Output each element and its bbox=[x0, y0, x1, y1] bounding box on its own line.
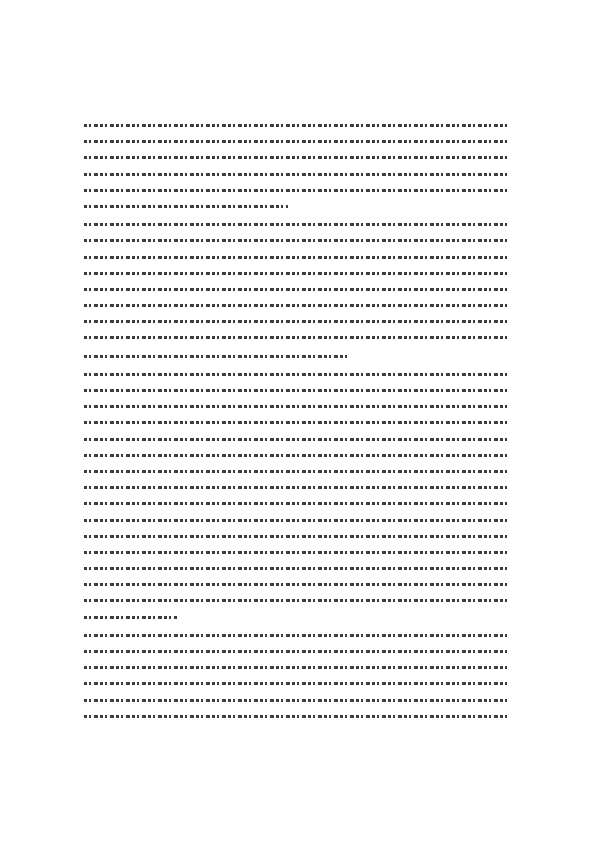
illegible-text bbox=[84, 288, 508, 291]
text-line bbox=[84, 348, 347, 364]
illegible-text bbox=[84, 682, 508, 685]
text-line bbox=[84, 149, 508, 165]
paragraph bbox=[84, 627, 508, 724]
illegible-text bbox=[84, 699, 508, 702]
text-line bbox=[84, 366, 508, 382]
illegible-text bbox=[84, 599, 508, 602]
text-line bbox=[84, 495, 508, 511]
illegible-text bbox=[84, 421, 508, 424]
text-line bbox=[84, 313, 508, 329]
text-line bbox=[84, 463, 508, 479]
illegible-text bbox=[84, 355, 347, 358]
paragraph bbox=[84, 117, 508, 214]
illegible-text bbox=[84, 223, 508, 226]
illegible-text bbox=[84, 173, 508, 176]
illegible-text bbox=[84, 140, 508, 143]
text-line bbox=[84, 382, 508, 398]
illegible-text bbox=[84, 205, 288, 208]
text-line bbox=[84, 216, 508, 232]
paragraph-gap bbox=[84, 724, 508, 726]
text-line bbox=[84, 627, 508, 643]
illegible-text bbox=[84, 124, 508, 127]
illegible-text bbox=[84, 272, 508, 275]
text-line bbox=[84, 643, 508, 659]
text-line bbox=[84, 198, 288, 214]
text-line bbox=[84, 659, 508, 675]
illegible-text bbox=[84, 405, 508, 408]
illegible-text bbox=[84, 304, 508, 307]
text-line bbox=[84, 675, 508, 691]
text-line bbox=[84, 398, 508, 414]
text-line bbox=[84, 265, 508, 281]
text-line bbox=[84, 297, 508, 313]
illegible-text bbox=[84, 634, 508, 637]
text-line bbox=[84, 576, 508, 592]
text-line bbox=[84, 182, 508, 198]
illegible-text bbox=[84, 666, 508, 669]
text-line bbox=[84, 414, 508, 430]
illegible-text bbox=[84, 189, 508, 192]
text-line bbox=[84, 692, 508, 708]
illegible-text bbox=[84, 389, 508, 392]
text-line bbox=[84, 133, 508, 149]
text-line bbox=[84, 560, 508, 576]
illegible-text bbox=[84, 156, 508, 159]
illegible-text bbox=[84, 715, 508, 718]
text-line bbox=[84, 609, 177, 625]
illegible-text bbox=[84, 470, 508, 473]
text-line bbox=[84, 479, 508, 495]
illegible-text bbox=[84, 519, 508, 522]
illegible-text bbox=[84, 551, 508, 554]
illegible-text bbox=[84, 583, 508, 586]
text-line bbox=[84, 249, 508, 265]
text-line bbox=[84, 447, 508, 463]
illegible-text bbox=[84, 486, 508, 489]
paragraph bbox=[84, 348, 508, 364]
illegible-text bbox=[84, 320, 508, 323]
text-line bbox=[84, 166, 508, 182]
illegible-text bbox=[84, 239, 508, 242]
paragraph bbox=[84, 366, 508, 625]
document-body bbox=[84, 117, 508, 726]
text-line bbox=[84, 232, 508, 248]
illegible-text bbox=[84, 373, 508, 376]
text-line bbox=[84, 431, 508, 447]
illegible-text bbox=[84, 650, 508, 653]
text-line bbox=[84, 512, 508, 528]
illegible-text bbox=[84, 336, 508, 339]
text-line bbox=[84, 281, 508, 297]
text-line bbox=[84, 329, 508, 345]
text-line bbox=[84, 544, 508, 560]
illegible-text bbox=[84, 616, 177, 619]
text-line bbox=[84, 117, 508, 133]
illegible-text bbox=[84, 438, 508, 441]
text-line bbox=[84, 708, 508, 724]
illegible-text bbox=[84, 454, 508, 457]
illegible-text bbox=[84, 256, 508, 259]
paragraph bbox=[84, 216, 508, 346]
text-line bbox=[84, 592, 508, 608]
text-line bbox=[84, 528, 508, 544]
illegible-text bbox=[84, 502, 508, 505]
illegible-text bbox=[84, 567, 508, 570]
illegible-text bbox=[84, 535, 508, 538]
